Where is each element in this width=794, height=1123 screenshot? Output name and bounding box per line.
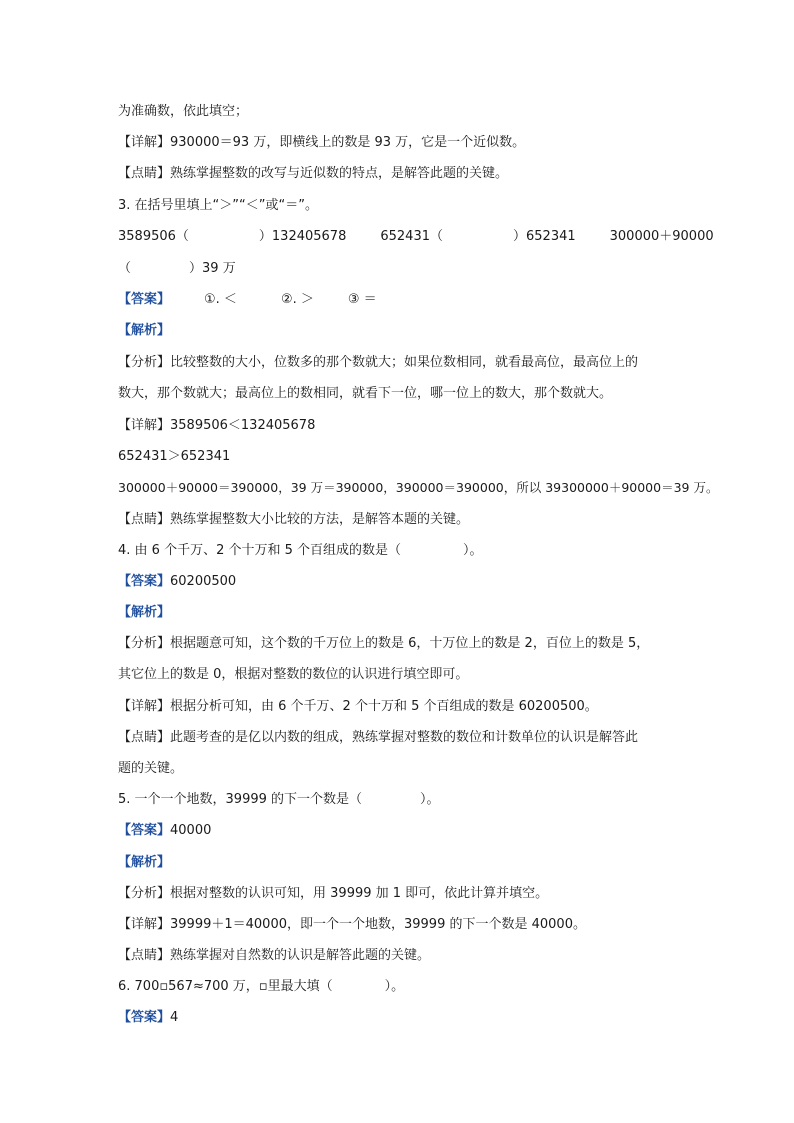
analysis-heading: 【解析】 — [118, 323, 171, 338]
analysis-line: 【分析】根据对整数的认识可知，用 39999 加 1 即可，依此计算并填空。 — [118, 886, 549, 901]
analysis-line-cont: 其它位上的数是 0，根据对整数的数位的认识进行填空即可。 — [118, 667, 469, 682]
answer-line: 【答案】4 — [118, 1010, 179, 1025]
answer-tag: 【答案】 — [118, 292, 171, 307]
answer-line: 【答案】60200500 — [118, 574, 237, 589]
analysis-line: 【分析】根据题意可知，这个数的千万位上的数是 6，十万位上的数是 2，百位上的数是 5， — [118, 636, 650, 651]
detail-line-3: 300000＋90000＝390000，39 万＝390000，390000＝390000，所以 39300000＋90000＝39 万。 — [118, 480, 719, 495]
analysis-line-cont: 数大，那个数就大；最高位上的数相同，就看下一位，哪一位上的数大，那个数就大。 — [118, 386, 613, 401]
analysis-line: 【分析】比较整数的大小，位数多的那个数就大；如果位数相同，就看最高位，最高位上的 — [118, 355, 639, 370]
comment-line: 【点睛】熟练掌握对自然数的认识是解答此题的关键。 — [118, 948, 431, 963]
detail-line: 【详解】根据分析可知，由 6 个千万、2 个十万和 5 个百组成的数是 60200500。 — [118, 699, 598, 714]
answer-line: 【答案】 ①. ＜ ②. ＞ ③ ＝ — [118, 292, 377, 307]
question-5: 5. 一个一个地数，39999 的下一个数是（ ）。 — [118, 792, 440, 807]
analysis-heading: 【解析】 — [118, 855, 171, 870]
detail-line-2: 652431＞652341 — [118, 449, 231, 464]
comment-tag: 【点睛】 — [118, 166, 171, 181]
question-3-row2: （ ）39 万 — [118, 261, 236, 276]
detail-line: 【详解】39999＋1＝40000，即一个一个地数，39999 的下一个数是 40000。 — [118, 917, 586, 932]
analysis-heading: 【解析】 — [118, 605, 171, 620]
comment-line: 【点睛】熟练掌握整数大小比较的方法，是解答本题的关键。 — [118, 512, 470, 527]
detail-tag: 【详解】 — [118, 135, 171, 150]
comment-line: 【点睛】熟练掌握整数的改写与近似数的特点，是解答此题的关键。 — [118, 166, 509, 181]
question-6: 6. 700▫567≈700 万，▫里最大填（ ）。 — [118, 979, 405, 994]
detail-line: 【详解】3589506＜132405678 — [118, 418, 316, 433]
comment-line-cont: 题的关键。 — [118, 761, 184, 776]
question-3-row1: 3589506（ ）132405678 652431（ ）652341 300000＋90000 — [118, 229, 714, 244]
question-3: 3. 在括号里填上“＞”“＜”或“＝”。 — [118, 198, 318, 213]
question-4: 4. 由 6 个千万、2 个十万和 5 个百组成的数是（ ）。 — [118, 543, 483, 558]
comment-line: 【点睛】此题考查的是亿以内数的组成，熟练掌握对整数的数位和计数单位的认识是解答此 — [118, 730, 639, 745]
detail-line: 【详解】930000＝93 万，即横线上的数是 93 万，它是一个近似数。 — [118, 135, 526, 150]
answer-line: 【答案】40000 — [118, 823, 212, 838]
text-line: 为准确数，依此填空； — [118, 104, 249, 119]
